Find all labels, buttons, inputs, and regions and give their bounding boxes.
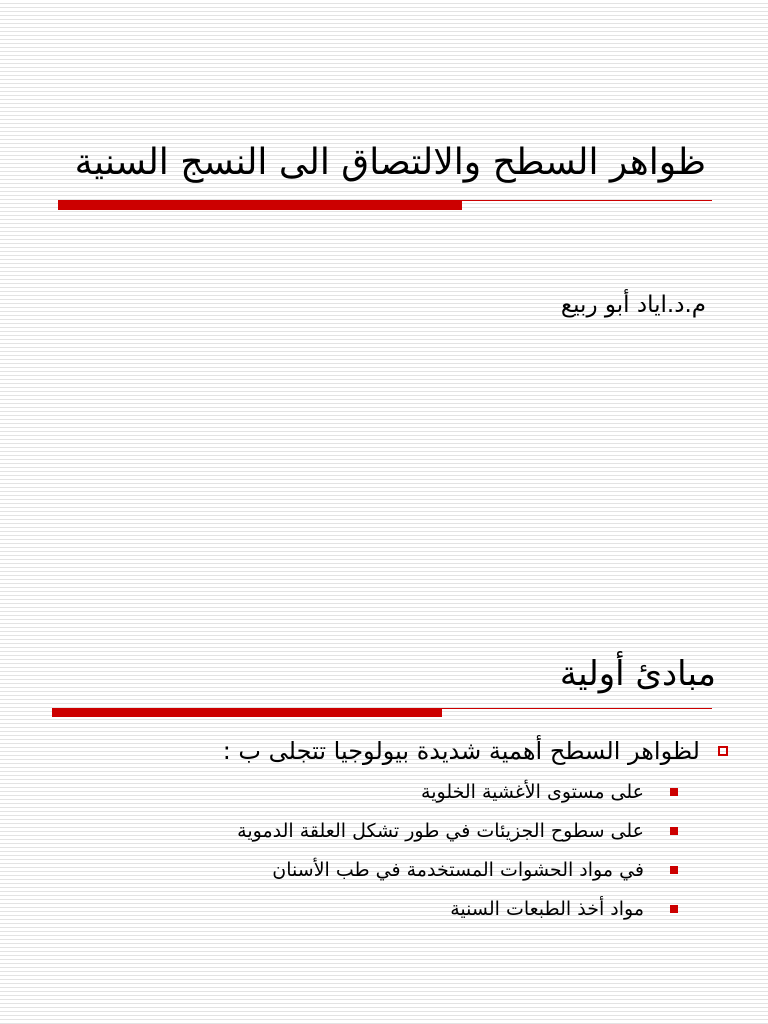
bullet-item <box>223 734 728 768</box>
sub-bullet-item <box>223 772 678 811</box>
filled-square-bullet-icon <box>670 905 678 913</box>
sub-bullet-item <box>223 889 678 928</box>
sub-bullet-text: على مستوى الأغشية الخلوية <box>421 780 644 803</box>
sub-bullet-text: في مواد الحشوات المستخدمة في طب الأسنان <box>272 858 644 881</box>
sub-bullet-text: على سطوح الجزيئات في طور تشكل العلقة الدموية <box>237 819 644 842</box>
hollow-square-bullet-icon <box>718 746 728 756</box>
sub-bullet-text: مواد أخذ الطبعات السنية <box>450 897 644 920</box>
slide-title: ظواهر السطح والالتصاق الى النسج السنية <box>74 142 706 183</box>
filled-square-bullet-icon <box>670 788 678 796</box>
filled-square-bullet-icon <box>670 866 678 874</box>
slide-title: مبادئ أولية <box>559 654 716 694</box>
title-accent-bar <box>58 201 462 210</box>
author-name: م.د.اياد أبو ربيع <box>560 292 706 318</box>
sub-bullet-item <box>223 811 678 850</box>
filled-square-bullet-icon <box>670 827 678 835</box>
bullet-list <box>223 734 728 928</box>
title-accent-bar <box>52 708 442 717</box>
sub-bullet-item <box>223 850 678 889</box>
bullet-text: لظواهر السطح أهمية شديدة بيولوجيا تتجلى ب : <box>222 737 700 765</box>
slide-2 <box>0 512 768 1024</box>
sub-bullet-list <box>223 772 728 928</box>
